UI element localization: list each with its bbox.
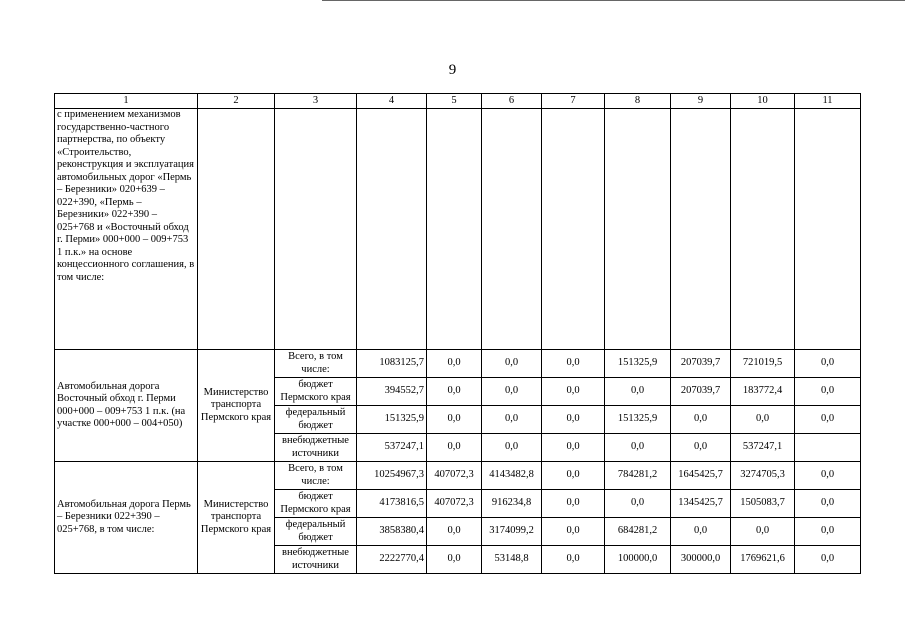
- amount-cell: 1769621,6: [731, 546, 795, 574]
- amount-cell: 10254967,3: [357, 462, 427, 490]
- amount-cell: 207039,7: [671, 350, 731, 378]
- amount-cell: 0,0: [605, 378, 671, 406]
- amount-cell: 151325,9: [605, 406, 671, 434]
- empty-cell: [198, 109, 275, 350]
- empty-cell: [357, 109, 427, 350]
- intro-row: [55, 109, 861, 350]
- empty-cell: [795, 109, 861, 350]
- object-name: Автомобильная дорога Пермь – Березники 022+390 – 025+768, в том числе:: [55, 462, 198, 574]
- amount-cell: 0,0: [427, 518, 482, 546]
- amount-cell: 1505083,7: [731, 490, 795, 518]
- amount-cell: 0,0: [671, 434, 731, 462]
- page-number: 9: [448, 62, 457, 78]
- amount-cell: 0,0: [795, 518, 861, 546]
- column-header: 7: [542, 94, 605, 109]
- amount-cell: 0,0: [427, 406, 482, 434]
- column-header: 6: [482, 94, 542, 109]
- amount-cell: 0,0: [795, 546, 861, 574]
- amount-cell: 0,0: [542, 518, 605, 546]
- amount-cell: 784281,2: [605, 462, 671, 490]
- object-name: Автомобильная дорога Восточный обход г. Перми 000+000 – 009+753 1 п.к. (на участке 000+000 – 004+050): [55, 350, 198, 462]
- amount-cell: 407072,3: [427, 490, 482, 518]
- amount-cell: 151325,9: [605, 350, 671, 378]
- amount-cell: 394552,7: [357, 378, 427, 406]
- funding-source: Всего, в том числе:: [275, 350, 357, 378]
- amount-cell: 0,0: [605, 434, 671, 462]
- budget-table: [54, 93, 861, 574]
- groups-body: [55, 350, 861, 574]
- amount-cell: 2222770,4: [357, 546, 427, 574]
- funding-source: Всего, в том числе:: [275, 462, 357, 490]
- amount-cell: 537247,1: [357, 434, 427, 462]
- amount-cell: 0,0: [482, 350, 542, 378]
- amount-cell: 0,0: [605, 490, 671, 518]
- amount-cell: 3274705,3: [731, 462, 795, 490]
- column-header: 1: [55, 94, 198, 109]
- amount-cell: 0,0: [542, 350, 605, 378]
- amount-cell: 53148,8: [482, 546, 542, 574]
- amount-cell: 3174099,2: [482, 518, 542, 546]
- amount-cell: 0,0: [671, 406, 731, 434]
- funding-source: бюджет Пермского края: [275, 378, 357, 406]
- amount-cell: 1083125,7: [357, 350, 427, 378]
- empty-cell: [731, 109, 795, 350]
- funding-source: внебюджетные источники: [275, 434, 357, 462]
- amount-cell: 0,0: [795, 462, 861, 490]
- column-header: 5: [427, 94, 482, 109]
- column-header: 9: [671, 94, 731, 109]
- amount-cell: 721019,5: [731, 350, 795, 378]
- amount-cell: 0,0: [482, 434, 542, 462]
- amount-cell: 0,0: [671, 518, 731, 546]
- empty-cell: [275, 109, 357, 350]
- funding-source: внебюджетные источники: [275, 546, 357, 574]
- column-header: 10: [731, 94, 795, 109]
- amount-cell: 916234,8: [482, 490, 542, 518]
- amount-cell: 0,0: [427, 546, 482, 574]
- empty-cell: [427, 109, 482, 350]
- empty-cell: [605, 109, 671, 350]
- table-row: [55, 350, 861, 378]
- top-rule: [322, 0, 905, 1]
- empty-cell: [671, 109, 731, 350]
- intro-text: с применением механизмов государственно-частного партнерства, по объекту «Строительство, реконструкция и эксплуатация автомобильных дорог «Пермь – Березники» 020+639 – 022+390, «Пермь – Березники» 022+390 – 025+768 и «Восточный обход г. Перми» 000+000 – 009+753 1 п.к.» на основе концессионного соглашения, в том числе:: [55, 109, 198, 350]
- empty-cell: [542, 109, 605, 350]
- funding-source: федеральный бюджет: [275, 518, 357, 546]
- amount-cell: [795, 434, 861, 462]
- amount-cell: 0,0: [542, 546, 605, 574]
- amount-cell: 0,0: [427, 350, 482, 378]
- column-header: 8: [605, 94, 671, 109]
- amount-cell: 0,0: [795, 490, 861, 518]
- table-row: [55, 462, 861, 490]
- amount-cell: 0,0: [795, 406, 861, 434]
- amount-cell: 100000,0: [605, 546, 671, 574]
- funding-source: федеральный бюджет: [275, 406, 357, 434]
- amount-cell: 0,0: [731, 406, 795, 434]
- header-row: [55, 94, 861, 109]
- executor-name: Министерство транспорта Пермского края: [198, 350, 275, 462]
- amount-cell: 0,0: [542, 490, 605, 518]
- amount-cell: 3858380,4: [357, 518, 427, 546]
- amount-cell: 0,0: [427, 378, 482, 406]
- executor-name: Министерство транспорта Пермского края: [198, 462, 275, 574]
- funding-source: бюджет Пермского края: [275, 490, 357, 518]
- amount-cell: 0,0: [795, 350, 861, 378]
- amount-cell: 183772,4: [731, 378, 795, 406]
- amount-cell: 0,0: [542, 462, 605, 490]
- amount-cell: 0,0: [482, 406, 542, 434]
- empty-cell: [482, 109, 542, 350]
- column-header: 11: [795, 94, 861, 109]
- amount-cell: 4173816,5: [357, 490, 427, 518]
- amount-cell: 537247,1: [731, 434, 795, 462]
- column-header: 4: [357, 94, 427, 109]
- amount-cell: 684281,2: [605, 518, 671, 546]
- column-header: 2: [198, 94, 275, 109]
- amount-cell: 1345425,7: [671, 490, 731, 518]
- amount-cell: 0,0: [427, 434, 482, 462]
- amount-cell: 0,0: [542, 434, 605, 462]
- amount-cell: 0,0: [731, 518, 795, 546]
- amount-cell: 207039,7: [671, 378, 731, 406]
- amount-cell: 0,0: [542, 406, 605, 434]
- amount-cell: 0,0: [482, 378, 542, 406]
- amount-cell: 0,0: [795, 378, 861, 406]
- column-header: 3: [275, 94, 357, 109]
- amount-cell: 1645425,7: [671, 462, 731, 490]
- amount-cell: 407072,3: [427, 462, 482, 490]
- amount-cell: 0,0: [542, 378, 605, 406]
- amount-cell: 4143482,8: [482, 462, 542, 490]
- amount-cell: 151325,9: [357, 406, 427, 434]
- amount-cell: 300000,0: [671, 546, 731, 574]
